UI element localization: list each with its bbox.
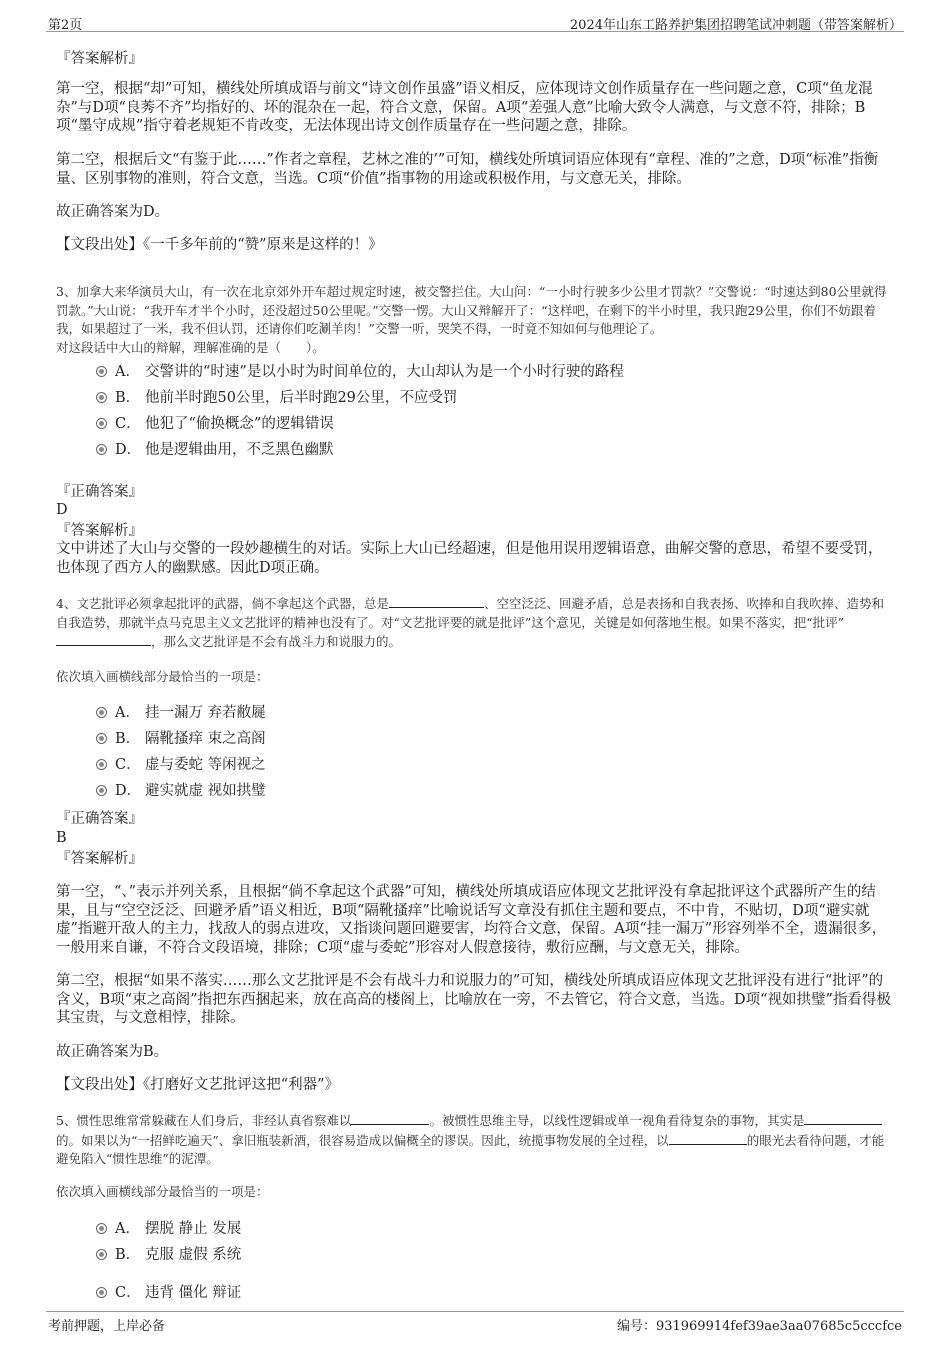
q4-prompt: 依次填入画横线部分最恰当的一项是： xyxy=(56,669,269,684)
q5-stem-b: 。被惯性思维主导，以线性逻辑或单一视角看待复杂的事物，其实是 xyxy=(429,1113,805,1128)
q4-stem-a: 4、文艺批评必须拿起批评的武器，倘不拿起这个武器，总是 xyxy=(56,596,389,611)
q4-answer-label: 『正确答案』 xyxy=(56,811,143,827)
radio-icon[interactable] xyxy=(96,444,107,455)
page-header xyxy=(46,9,904,32)
radio-icon[interactable] xyxy=(96,392,107,403)
blank-1 xyxy=(389,594,484,608)
q3-answer-label: 『正确答案』 xyxy=(56,484,143,500)
option-text: 挂一漏万 弃若敝屣 xyxy=(145,705,266,721)
footer-slogan: 考前押题，上岸必备 xyxy=(48,1319,166,1334)
q4-analysis-label: 『答案解析』 xyxy=(56,851,143,867)
q3-analysis: 文中讲述了大山与交警的一段妙趣横生的对话。实际上大山已经超速，但是他用误用逻辑语意，曲解交警的意思，希望不要受罚，也体现了西方人的幽默感。因此D项正确。 xyxy=(56,541,883,576)
q4-answer: B xyxy=(56,830,67,846)
q3-stem-question: 对这段话中大山的辩解，理解准确的是（ ）。 xyxy=(56,339,325,355)
option-letter: C． xyxy=(115,1285,141,1301)
option-letter: B． xyxy=(115,390,141,406)
option-letter: A． xyxy=(115,1221,140,1237)
q5-stem-d: 的眼光去看待问题，才能避免陷入“惯性思维”的泥潭。 xyxy=(56,1132,885,1166)
q4-option-b[interactable] xyxy=(96,730,266,748)
document-title: 2024年山东工路养护集团招聘笔试冲刺题（带答案解析） xyxy=(569,18,902,33)
radio-icon[interactable] xyxy=(96,707,107,718)
q4-option-c[interactable] xyxy=(96,756,266,774)
option-letter: A． xyxy=(115,705,140,721)
radio-icon[interactable] xyxy=(96,785,107,796)
q2-analysis-p2: 第二空，根据后文“有鉴于此……”作者之章程，艺林之准的’”可知，横线处所填词语应体现有“章程、准的”之意，D项“标准”指衡量、区别事物的准则，符合文意，当选。C项“价值”指事物的用途或积极作用，与文意无关，排除。 xyxy=(56,152,879,187)
radio-icon[interactable] xyxy=(96,1287,107,1298)
radio-icon[interactable] xyxy=(96,1249,107,1260)
option-letter: B． xyxy=(115,731,141,747)
option-text: 他是逻辑曲用，不乏黑色幽默 xyxy=(145,442,334,458)
option-letter: D． xyxy=(115,783,142,799)
radio-icon[interactable] xyxy=(96,759,107,770)
q4-option-a[interactable] xyxy=(96,704,266,722)
q2-analysis-p1: 第一空，根据“却”可知，横线处所填成语与前文“诗文创作虽盛”语义相反，应体现诗文创作质量存在一些问题之意，C项“鱼龙混杂”与D项“良莠不齐”均指好的、坏的混杂在一起，符合文意，保留。A项“差强人意”比喻大致令人满意，与文意不符，排除；B项“墨守成规”指守着老规矩不肯改变，无法体现出诗文创作质量存在一些问题之意，排除。 xyxy=(56,81,873,134)
q2-source: 【文段出处】《一千多年前的“赞”原来是这样的！》 xyxy=(56,237,383,253)
q3-answer: D xyxy=(56,502,68,518)
option-text: 违背 僵化 辩证 xyxy=(145,1285,242,1301)
q5-option-c[interactable] xyxy=(96,1284,241,1302)
option-text: 交警讲的“时速”是以小时为时间单位的，大山却认为是一个小时行驶的路程 xyxy=(145,364,624,380)
q2-analysis-label: 『答案解析』 xyxy=(56,51,143,67)
q5-option-b[interactable] xyxy=(96,1246,241,1264)
q3-option-d[interactable] xyxy=(96,441,334,459)
option-text: 摆脱 静止 发展 xyxy=(145,1221,242,1237)
option-text: 他犯了“偷换概念”的逻辑错误 xyxy=(145,416,334,432)
q4-stem-c: ，那么文艺批评是不会有战斗力和说服力的。 xyxy=(151,634,402,649)
q4-source: 【文段出处】《打磨好文艺批评这把“利器”》 xyxy=(56,1077,340,1093)
page-footer xyxy=(46,1311,904,1334)
option-text: 避实就虚 视如拱璧 xyxy=(145,783,266,799)
radio-icon[interactable] xyxy=(96,1223,107,1234)
option-letter: C． xyxy=(115,416,141,432)
blank-2 xyxy=(804,1111,882,1125)
option-letter: D． xyxy=(115,442,142,458)
radio-icon[interactable] xyxy=(96,418,107,429)
q3-stem xyxy=(56,283,894,357)
q5-option-a[interactable] xyxy=(96,1220,241,1238)
option-letter: B． xyxy=(115,1247,141,1263)
page-number: 第2页 xyxy=(48,18,83,33)
option-text: 克服 虚假 系统 xyxy=(145,1247,242,1263)
q5-stem-a: 5、惯性思维常常躲藏在人们身后，非经认真省察难以 xyxy=(56,1113,352,1128)
q5-stem-c: 的。如果以为“一招鲜吃遍天”、拿旧瓶装新酒，很容易造成以偏概全的谬误。因此，统揽事物发展的全过程，以 xyxy=(56,1132,669,1148)
q3-stem-text: 3、加拿大来华演员大山，有一次在北京郊外开车超过规定时速，被交警拦住。大山问：“一小时行驶多少公里才罚款？”交警说：“时速达到80公里就得罚款。”大山说：“我开车才半个小时，还没超过50公里呢。”交警一愣。大山又辩解开了：“这样吧，在剩下的半小时里，我只跑29公里，你们不妨跟着我，如果超过了一米，我不但认罚，还请你们吃涮羊肉！”交警一听，哭笑不得，一时竟不知如何与他理论了。 xyxy=(56,284,887,336)
blank-3 xyxy=(669,1131,747,1145)
q5-stem xyxy=(56,1111,894,1169)
q4-analysis-p2: 第二空，根据“如果不落实……那么文艺批评是不会有战斗力和说服力的”可知，横线处所填成语应体现文艺批评没有进行“批评”的含义，B项“束之高阁”指把东西捆起来，放在高高的楼阁上，比喻放在一旁，不去管它，符合文意，当选。D项“视如拱璧”指看得极其宝贵，与文意相悖，排除。 xyxy=(56,973,891,1026)
q3-option-c[interactable] xyxy=(96,415,334,433)
q2-answer-line: 故正确答案为D。 xyxy=(56,204,170,220)
q4-answer-line: 故正确答案为B。 xyxy=(56,1044,169,1060)
blank-1 xyxy=(351,1111,429,1125)
radio-icon[interactable] xyxy=(96,366,107,377)
q4-analysis-p1: 第一空，“、”表示并列关系，且根据“倘不拿起这个武器”可知，横线处所填成语应体现文艺批评没有拿起批评这个武器所产生的结果，且与“空空泛泛、回避矛盾”语义相近，B项“隔靴搔痒”比喻说话写文章没有抓住主题和要点，不中肯，不贴切，D项“避实就虚”指避开敌人的主力，找敌人的弱点进攻，又指谈问题回避要害，均符合文意，保留。A项“挂一漏万”形容列举不全，遗漏很多，一般用来自谦，不符合文段语境，排除；C项“虚与委蛇”形容对人假意接待，敷衍应酬，与文意无关，排除。 xyxy=(56,884,887,956)
option-text: 虚与委蛇 等闲视之 xyxy=(145,757,266,773)
blank-2 xyxy=(56,632,151,646)
option-text: 他前半时跑50公里，后半时跑29公里，不应受罚 xyxy=(145,390,458,406)
option-letter: A． xyxy=(115,364,140,380)
q5-prompt: 依次填入画横线部分最恰当的一项是： xyxy=(56,1184,269,1199)
footer-code: 编号：931969914fef39ae3aa07685c5cccfce xyxy=(616,1319,902,1334)
option-letter: C． xyxy=(115,757,141,773)
q3-analysis-label: 『答案解析』 xyxy=(56,523,143,539)
option-text: 隔靴搔痒 束之高阁 xyxy=(145,731,266,747)
q3-option-b[interactable] xyxy=(96,389,457,407)
q4-option-d[interactable] xyxy=(96,782,266,800)
q4-stem xyxy=(56,594,894,652)
radio-icon[interactable] xyxy=(96,733,107,744)
q4-stem-b: 、空空泛泛、回避矛盾，总是表扬和自我表扬、吹捧和自我吹捧、造势和自我造势，那就半点马克思主义文艺批评的精神也没有了。对“文艺批评要的就是批评”这个意见，关键是如何落地生根。如果不落实，把“批评” xyxy=(56,596,884,630)
q3-option-a[interactable] xyxy=(96,363,624,381)
